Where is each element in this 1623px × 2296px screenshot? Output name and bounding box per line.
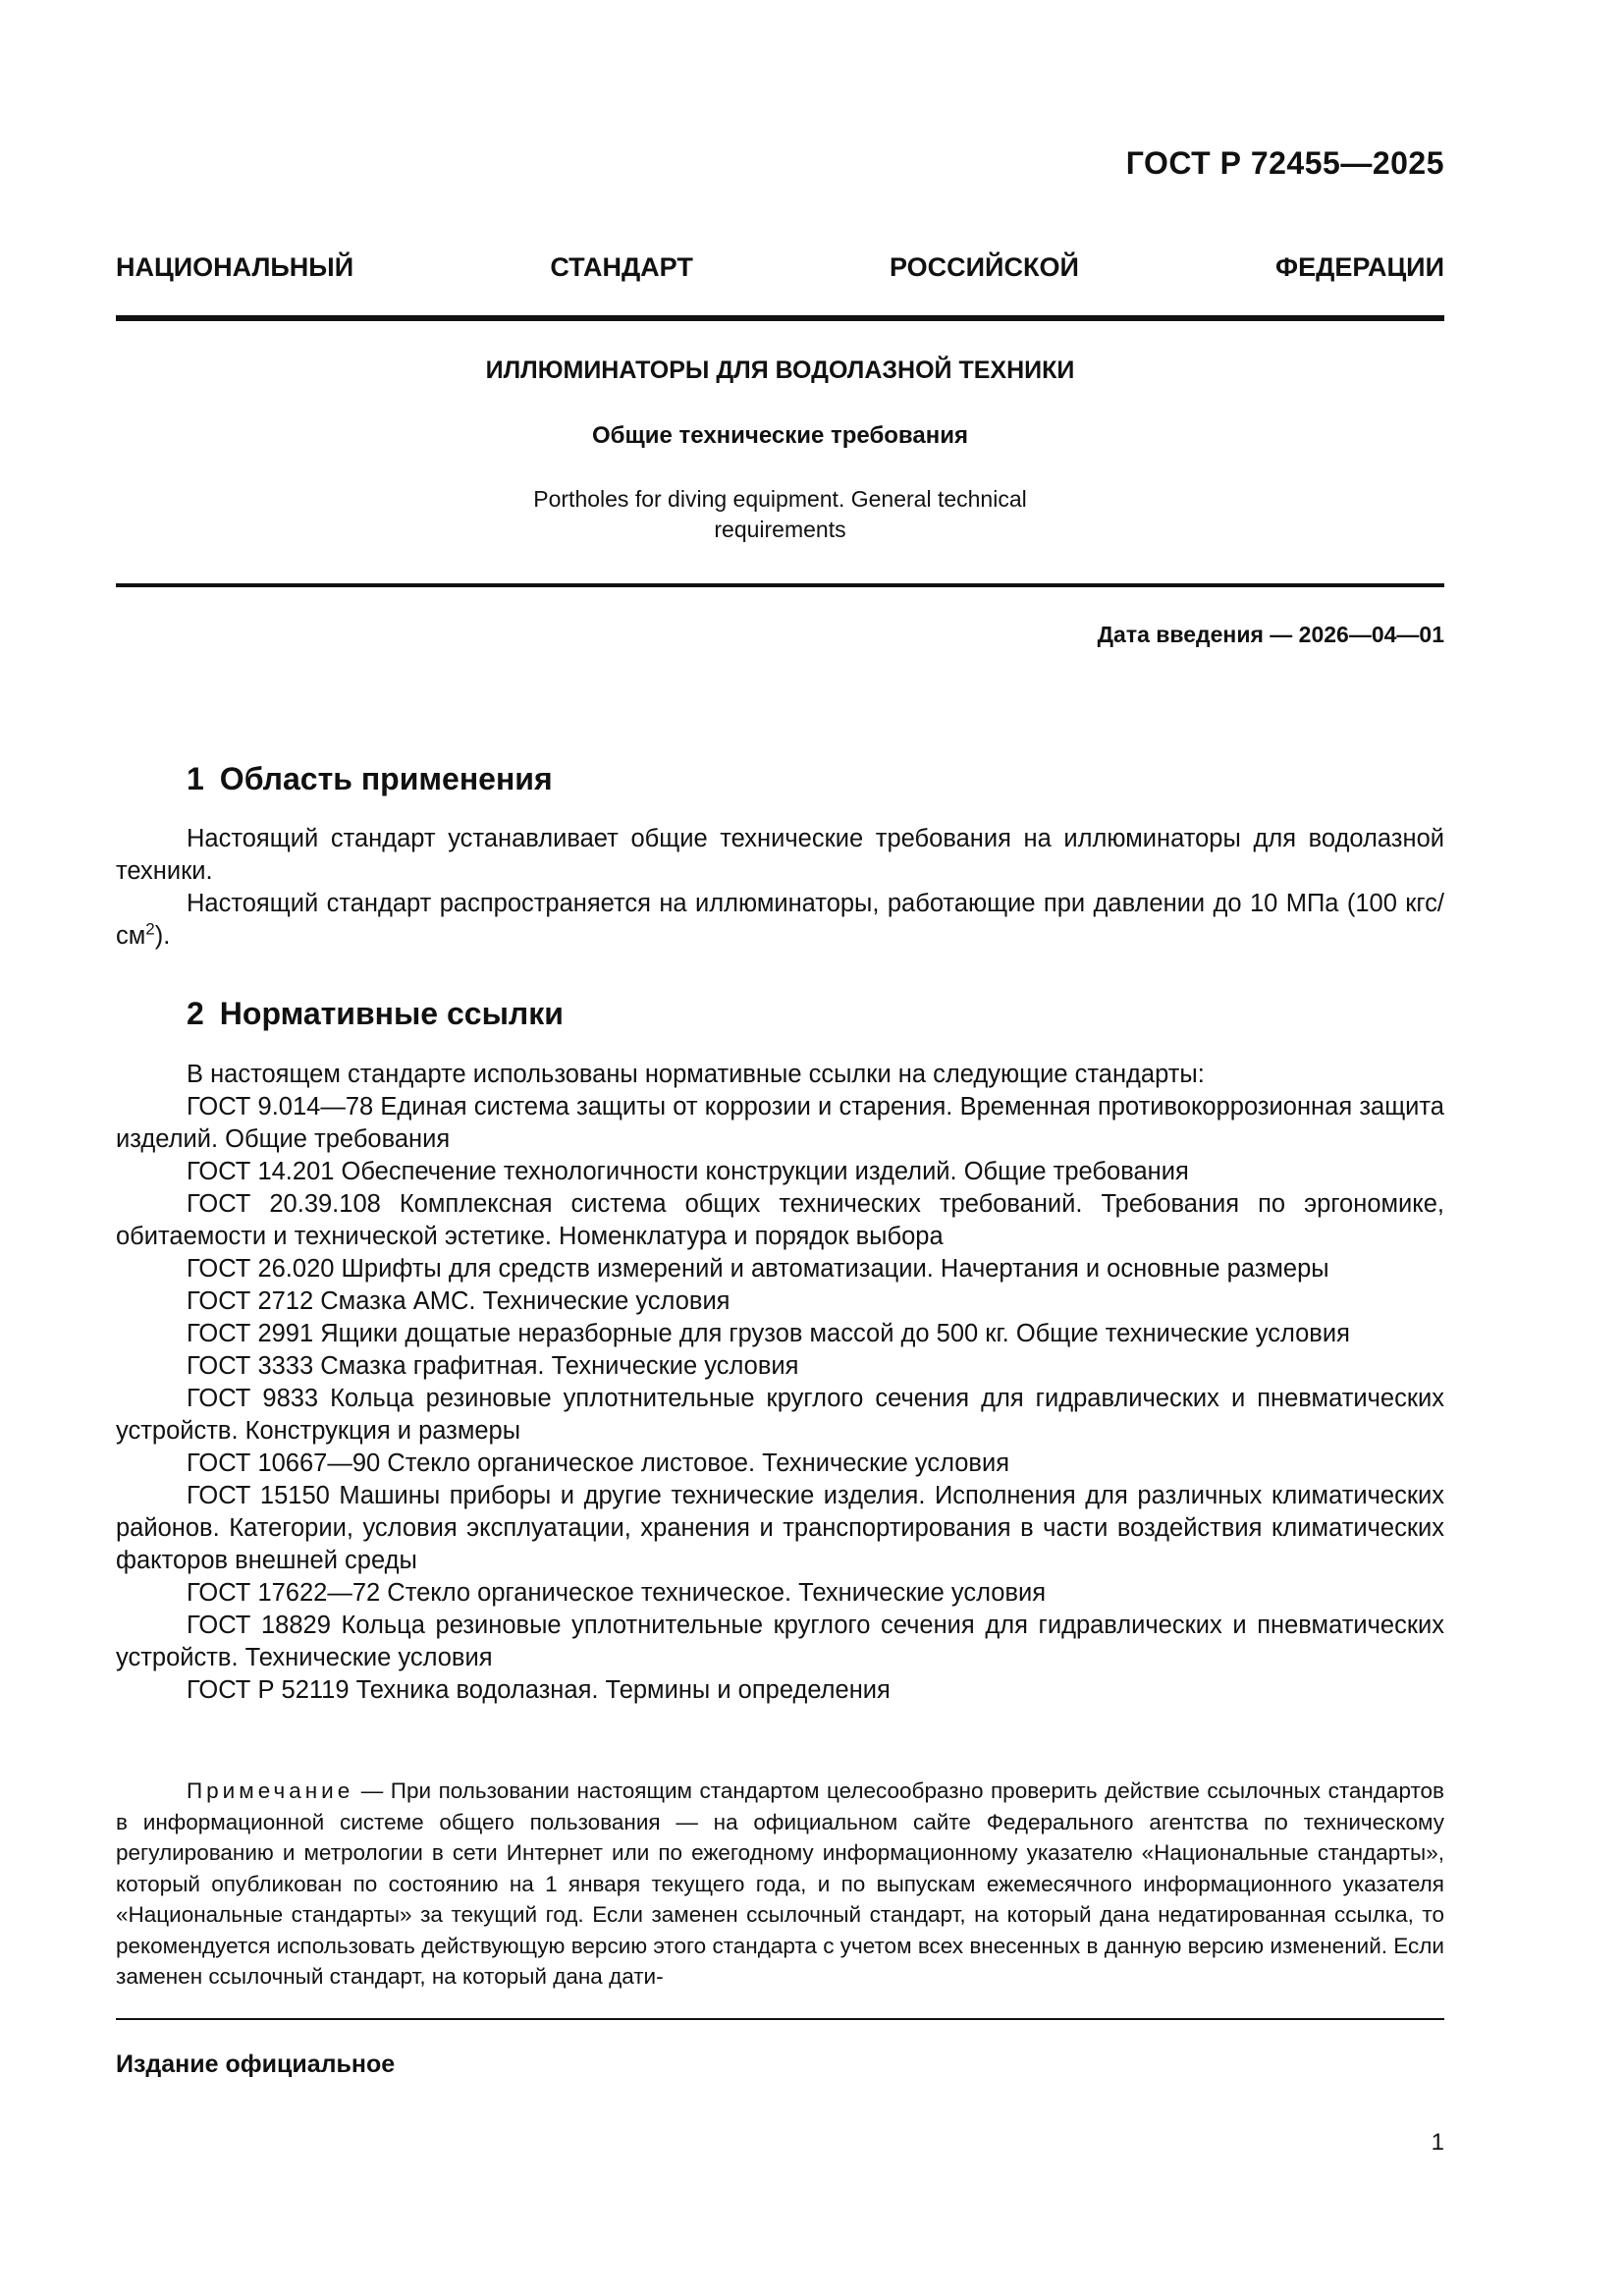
reference-item: ГОСТ 9.014—78 Единая система защиты от коррозии и старения. Временная противокоррозионная защита изделий. Общие требования: [116, 1093, 1444, 1153]
english-title-line: Portholes for diving equipment. General technical: [533, 486, 1027, 512]
banner-word: ФЕДЕРАЦИИ: [1275, 252, 1444, 282]
reference-item: ГОСТ Р 52119 Техника водолазная. Термины и определения: [187, 1676, 891, 1704]
reference-item: ГОСТ 2712 Смазка АМС. Технические условия: [187, 1287, 730, 1315]
introduction-date: Дата введения — 2026—04—01: [1097, 622, 1444, 647]
standard-designation: ГОСТ Р 72455—2025: [1125, 145, 1444, 181]
note-label: Примечание: [187, 1778, 354, 1803]
reference-item: ГОСТ 2991 Ящики дощатые неразборные для грузов массой до 500 кг. Общие технические условия: [187, 1320, 1350, 1347]
section-1-heading: [187, 761, 553, 797]
paragraph: [116, 888, 1444, 953]
reference-item: ГОСТ 3333 Смазка графитная. Технические условия: [187, 1352, 799, 1380]
reference-item: ГОСТ 14.201 Обеспечение технологичности конструкции изделий. Общие требования: [187, 1158, 1189, 1185]
edition-label: Издание официальное: [116, 2050, 396, 2078]
english-title-line: requirements: [714, 517, 846, 542]
document-title-english: [491, 484, 1069, 545]
document-title: ИЛЛЮМИНАТОРЫ ДЛЯ ВОДОЛАЗНОЙ ТЕХНИКИ: [485, 356, 1075, 384]
banner-word: НАЦИОНАЛЬНЫЙ: [116, 252, 354, 282]
paragraph: В настоящем стандарте использованы нормативные ссылки на следующие стандарты:: [187, 1061, 1205, 1088]
header-rule: [116, 315, 1444, 321]
paragraph: Настоящий стандарт устанавливает общие технические требования на иллюминаторы для водолазной техники.: [116, 825, 1444, 885]
section-1-body: [116, 823, 1444, 953]
reference-item: ГОСТ 26.020 Шрифты для средств измерений и автоматизации. Начертания и основные размеры: [187, 1255, 1329, 1283]
section-2-heading: [187, 996, 564, 1032]
section-title: Нормативные ссылки: [219, 996, 564, 1031]
document-subtitle: Общие технические требования: [592, 422, 968, 449]
footer-rule: [116, 2018, 1444, 2020]
reference-item: ГОСТ 17622—72 Стекло органическое техническое. Технические условия: [187, 1579, 1047, 1607]
national-standard-banner: [116, 252, 1444, 283]
note-text: — При пользовании настоящим стандартом целесообразно проверить действие ссылочных стандартов в информационной системе общего пользования — на официальном сайте Федерального агентства по техническому регулированию и метрологии в сети Интернет или по ежегодному информационному указателю «Национальные стандарты», который опубликован по состоянию на 1 января текущего года, и по выпускам ежемесячного информационного указателя «Национальные стандарты» за текущий год. Если заменен ссылочный стандарт, на который дана недатированная ссылка, то рекомендуется использовать действующую версию этого стандарта с учетом всех внесенных в данную версию изменений. Если заменен ссылочный стандарт, на который дана дати-: [116, 1778, 1444, 1989]
superscript: 2: [145, 919, 155, 939]
section-2-body: [116, 1059, 1444, 1707]
paragraph-text: ).: [154, 922, 171, 950]
paragraph-text: Настоящий стандарт распространяется на иллюминаторы, работающие при давлении до 10 МПа (100 кгс/см: [116, 890, 1444, 950]
section-number: 2: [187, 996, 204, 1031]
section-title: Область применения: [219, 761, 553, 796]
reference-item: ГОСТ 9833 Кольца резиновые уплотнительные круглого сечения для гидравлических и пневматических устройств. Конструкция и размеры: [116, 1385, 1444, 1445]
banner-word: РОССИЙСКОЙ: [890, 252, 1079, 282]
banner-word: СТАНДАРТ: [550, 252, 693, 282]
reference-item: ГОСТ 18829 Кольца резиновые уплотнительные круглого сечения для гидравлических и пневматических устройств. Технические условия: [116, 1612, 1444, 1671]
note: [116, 1776, 1444, 1993]
section-number: 1: [187, 761, 204, 796]
reference-item: ГОСТ 15150 Машины приборы и другие технические изделия. Исполнения для различных климатических районов. Категории, условия эксплуатации, хранения и транспортирования в части воздействия климатических факторов внешней среды: [116, 1482, 1444, 1574]
reference-item: ГОСТ 20.39.108 Комплексная система общих технических требований. Требования по эргономике, обитаемости и технической эстетике. Номенклатура и порядок выбора: [116, 1190, 1444, 1250]
reference-item: ГОСТ 10667—90 Стекло органическое листовое. Технические условия: [187, 1449, 1010, 1477]
title-rule: [116, 583, 1444, 587]
page-number: 1: [1431, 2129, 1444, 2156]
